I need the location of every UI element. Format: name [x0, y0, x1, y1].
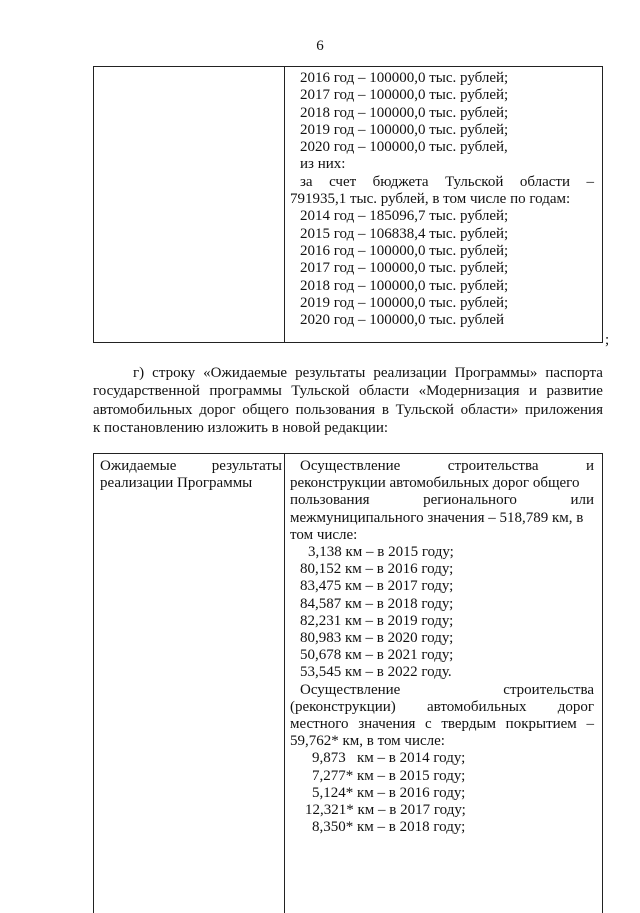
column-divider [284, 67, 285, 342]
word: за [300, 173, 313, 190]
text-line: 59,762* км, в том числе: [290, 733, 445, 750]
paragraph-line [93, 364, 603, 382]
year-line: 2019 год – 100000,0 тыс. рублей; [300, 121, 509, 138]
km-item: 80,983 км – в 2020 году; [300, 630, 454, 647]
word: и [585, 458, 594, 474]
word: или [570, 492, 594, 509]
word: области» [460, 401, 519, 418]
expected-results-cell [290, 458, 594, 836]
funding-cell [290, 70, 594, 329]
word: и [529, 383, 538, 400]
budget-year-line: 2015 год – 106838,4 тыс. рублей; [300, 225, 509, 242]
budget-total-line: 791935,1 тыс. рублей, в том числе по годам: [290, 191, 571, 208]
page-number: 6 [316, 38, 324, 54]
km-item: 8,350* км – в 2018 году; [312, 819, 466, 836]
word: покрытием [505, 716, 577, 733]
word: пользования [295, 401, 376, 418]
of-them-label: из них: [300, 156, 346, 173]
word: значения [358, 716, 416, 733]
row-header-line [100, 458, 282, 475]
word: результаты [295, 365, 366, 381]
row-header-line: реализации Программы [100, 474, 253, 491]
word: строительства [447, 458, 539, 474]
expected-results-table [93, 453, 603, 913]
word: – [586, 716, 594, 733]
paragraph-line: к постановлению изложить в новой редакции: [93, 420, 389, 437]
paragraph-line [93, 401, 603, 419]
word: местного [290, 716, 349, 733]
km-item: 84,587 км – в 2018 году; [300, 595, 454, 612]
text-line [290, 458, 594, 475]
word: Тульской [395, 401, 454, 418]
word: регионального [423, 492, 517, 509]
budget-year-line: 2016 год – 100000,0 тыс. рублей; [300, 242, 509, 259]
word: Программы» [454, 365, 538, 381]
text-line [290, 492, 594, 509]
word: Осуществление [300, 458, 401, 474]
budget-year-line: 2018 год – 100000,0 тыс. рублей; [300, 277, 509, 294]
word: приложения [525, 401, 603, 418]
word: строку [152, 365, 196, 381]
word: дорог [199, 401, 236, 418]
word: (реконструкции) [290, 698, 396, 715]
year-line: 2016 год – 100000,0 тыс. рублей; [300, 70, 509, 86]
word: области [519, 173, 570, 190]
trailing-semicolon: ; [605, 332, 610, 348]
word: паспорта [545, 365, 603, 381]
word: области [359, 383, 410, 400]
word: счет [329, 173, 357, 190]
word: г) [133, 365, 145, 381]
word: пользования [290, 492, 370, 509]
amendment-paragraph [93, 364, 603, 438]
text-line: межмуниципального значения – 518,789 км, в [290, 509, 584, 526]
text-line: реконструкции автомобильных дорог общего [290, 475, 580, 492]
word: Тульской [445, 173, 504, 190]
km-item: 80,152 км – в 2016 году; [300, 561, 454, 578]
km-item: 12,321* км – в 2017 году; [305, 802, 466, 819]
column-divider [284, 454, 285, 913]
budget-year-line: 2020 год – 100000,0 тыс. рублей [300, 312, 505, 329]
word: «Ожидаемые [203, 365, 288, 381]
budget-year-line: 2019 год – 100000,0 тыс. рублей; [300, 294, 509, 311]
budget-year-line: 2014 год – 185096,7 тыс. рублей; [300, 208, 509, 225]
word: результаты [211, 458, 282, 474]
word: общего [242, 401, 289, 418]
word: строительства [503, 681, 594, 698]
km-item: 50,678 км – в 2021 году; [300, 647, 454, 664]
km-item: 3,138 км – в 2015 году; [308, 544, 454, 561]
word: государственной [93, 383, 200, 400]
funding-table [93, 66, 603, 343]
year-line: 2020 год – 100000,0 тыс. рублей, [300, 139, 508, 156]
text-line [290, 699, 594, 716]
word: реализации [373, 365, 447, 381]
word: Осуществление [300, 681, 401, 698]
budget-year-line: 2017 год – 100000,0 тыс. рублей; [300, 260, 509, 277]
word: развитие [546, 383, 603, 400]
km-item: 53,545 км – в 2022 году. [300, 664, 452, 681]
word: – [586, 173, 594, 190]
word: автомобильных [93, 401, 193, 418]
word: дорог [557, 698, 594, 715]
km-item: 5,124* км – в 2016 году; [312, 784, 466, 801]
km-item: 7,277* км – в 2015 году; [312, 767, 466, 784]
text-line [290, 716, 594, 733]
word: твердым [441, 716, 497, 733]
km-item: 9,873 км – в 2014 году; [312, 750, 466, 767]
word: в [381, 401, 389, 418]
text-line [290, 682, 594, 699]
word: «Модернизация [418, 383, 520, 400]
text-line: том числе: [290, 526, 358, 543]
budget-line [290, 174, 594, 191]
year-line: 2018 год – 100000,0 тыс. рублей; [300, 104, 509, 121]
word: Ожидаемые [100, 458, 177, 474]
word: бюджета [372, 173, 429, 190]
year-line: 2017 год – 100000,0 тыс. рублей; [300, 87, 509, 104]
word: с [425, 716, 432, 733]
km-item: 82,231 км – в 2019 году; [300, 612, 454, 629]
km-item: 83,475 км – в 2017 году; [300, 578, 454, 595]
word: Тульской [291, 383, 350, 400]
word: программы [209, 383, 282, 400]
word: автомобильных [426, 698, 527, 715]
paragraph-line [93, 382, 603, 400]
row-header-cell [100, 458, 282, 491]
